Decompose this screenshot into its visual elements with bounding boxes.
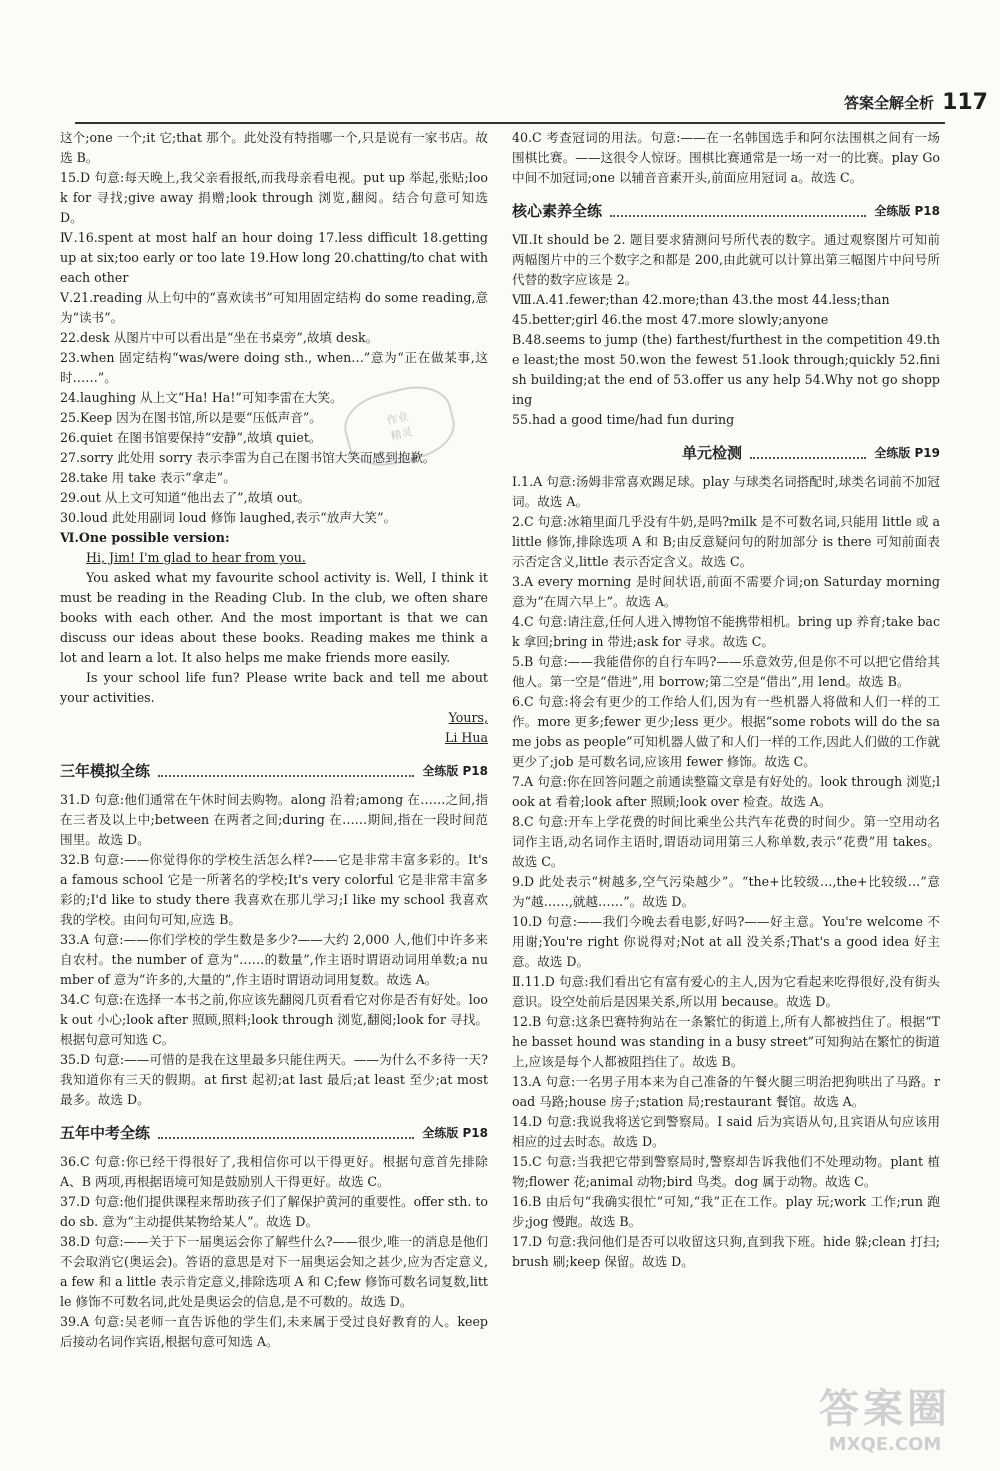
page-number: 117	[942, 89, 988, 115]
stamp-logo: 作业 精灵	[338, 378, 461, 474]
essay-signature: Li Hua	[445, 730, 488, 745]
answer-line: 32.B 句意:——你觉得你的学校生活怎么样?——它是非常丰富多彩的。It's a famous school 它是一所著名的学校;It's very colorful 它是非常丰富多彩的;I'd like to study there 我喜欢在那儿学习;I like my school 我喜欢我的学校。由问句可知,应选 B。	[60, 852, 488, 927]
answer-line: 这个;one 一个;it 它;that 那个。此处没有特指哪一个,只是说有一家书店。故选 B。	[60, 130, 488, 165]
answer-line: 34.C 句意:在选择一本书之前,你应该先翻阅几页看看它对你是否有好处。look out 小心;look after 照顾,照料;look through 浏览,翻阅;look for 寻找。根据句意可知选 C。	[60, 992, 488, 1047]
answer-line: 8.C 句意:开车上学花费的时间比乘坐公共汽车花费的时间少。第一空用动名词作主语,动名词作主语时,谓语动词用第三人称单数,表示“花费”用 takes。故选 C。	[512, 814, 940, 869]
answer-line: Ⅴ.21.reading 从上句中的“喜欢读书”可知用固定结构 do some reading,意为“读书”。	[60, 290, 488, 325]
answer-line: 10.D 句意:——我们今晚去看电影,好吗?——好主意。You're welcome 不用谢;You're right 你说得对;Not at all 没关系;That's a good idea 好主意。故选 D。	[512, 914, 940, 969]
section-heading	[60, 1120, 488, 1144]
answer-line: 38.D 句意:——关于下一届奥运会你了解些什么?——很少,唯一的消息是他们不会取消它(奥运会)。答语的意思是对下一届奥运会知之甚少,应为否定意义,a few 和 a little 表示肯定意义,排除选项 A 和 C;few 修饰可数名词复数,little 修饰不可数名词,此处是奥运会的信息,是不可数的。故选 D。	[60, 1234, 488, 1309]
answer-line: 15.C 句意:当我把它带到警察局时,警察却告诉我他们不处理动物。plant 植物;flower 花;animal 动物;bird 鸟类。dog 属于动物。故选 C。	[512, 1154, 940, 1189]
answer-line: 27.sorry 此处用 sorry 表示李雷为自己在图书馆大笑而感到抱歉。	[60, 450, 436, 465]
answer-line: 36.C 句意:你已经干得很好了,我相信你可以干得更好。根据句意首先排除 A、B 两项,再根据语境可知是鼓励别人干得更好。故选 C。	[60, 1154, 488, 1189]
essay-paragraph: Is your school life fun? Please write back and tell me about your activities.	[60, 670, 488, 705]
answer-line: 3.A every morning 是时间状语,前面不需要介词;on Saturday morning 意为“在周六早上”。故选 A。	[512, 574, 940, 609]
dotted-leader	[158, 1125, 414, 1139]
answer-line: 35.D 句意:——可惜的是我在这里最多只能住两天。——为什么不多待一天?我知道你有三天的假期。at first 起初;at last 最后;at least 至少;at most 最多。故选 D。	[60, 1052, 488, 1107]
answer-line: 12.B 句意:这条巴赛特狗站在一条繁忙的街道上,所有人都被挡住了。根据“The basset hound was standing in a busy street”可知狗站在繁忙的街道上,应该是每个人都被阻挡住了。故选 B。	[512, 1014, 941, 1069]
section-tag: 全练版 P18	[874, 203, 940, 218]
answer-line: 2.C 句意:冰箱里面几乎没有牛奶,是吗?milk 是不可数名词,只能用 little 或 a little 修饰,排除选项 A 和 B;由反意疑问句的附加部分 is there 可知前面表示否定含义,little 表示否定含义。故选 C。	[512, 514, 940, 569]
answer-line: 15.D 句意:每天晚上,我父亲看报纸,而我母亲看电视。put up 举起,张贴;look for 寻找;give away 捐赠;look through 浏览,翻阅。结合句意可知选 D。	[60, 170, 488, 225]
section-title: 三年模拟全练	[60, 761, 151, 780]
left-column	[60, 128, 488, 1352]
answer-line: 25.Keep 因为在图书馆,所以是要“压低声音”。	[60, 410, 322, 425]
answer-line: 5.B 句意:——我能借你的自行车吗?——乐意效劳,但是你不可以把它借给其他人。第一空是“借进”,用 borrow;第二空是“借出”,用 lend。故选 B。	[512, 654, 940, 689]
answer-line: Ⅳ.16.spent at most half an hour doing 17.less difficult 18.getting up at six;too early or too late 19.How long 20.chatting/to chat with each other	[60, 230, 488, 285]
answer-line: 9.D 此处表示“树越多,空气污染越少”。“the+比较级…,the+比较级…”意为“越……,就越……”。故选 D。	[512, 874, 940, 909]
answer-line: 40.C 考查冠词的用法。句意:——在一名韩国选手和阿尔法围棋之间有一场围棋比赛。——这很令人惊讶。围棋比赛通常是一场一对一的比赛。play Go 中间不加冠词;one 以辅音音素开头,前面应用冠词 a。故选 C。	[512, 130, 940, 185]
answer-line: 26.quiet 在图书馆要保持“安静”,故填 quiet。	[60, 430, 322, 445]
answer-line: Ⅷ.A.41.fewer;than 42.more;than 43.the most 44.less;than	[512, 292, 890, 307]
answer-line: 17.D 句意:我问他们是否可以收留这只狗,直到我下班。hide 躲;clean 打扫;brush 刷;keep 保留。故选 D。	[512, 1234, 940, 1269]
answer-line: Ⅰ.1.A 句意:汤姆非常喜欢踢足球。play 与球类名词搭配时,球类名词前不加冠词。故选 A。	[512, 474, 940, 509]
answer-line: 13.A 句意:一名男子用本来为自己准备的午餐火腿三明治把狗哄出了马路。road 马路;house 房子;station 局;restaurant 餐馆。故选 A。	[512, 1074, 940, 1109]
section-title: 单元检测	[682, 443, 743, 462]
header-label: 答案全解全析	[844, 93, 935, 112]
answer-line: 45.better;girl 46.the most 47.more slowly;anyone	[512, 312, 829, 327]
essay-paragraph: You asked what my favourite school activity is. Well, I think it must be reading in the Reading Club. In the club, we often share books with each other. And the most important is that we can discuss our ideas about these books. Reading makes me think a lot and learn a lot. It also helps me make friends more easily.	[60, 570, 488, 665]
section-title: 核心素养全练	[512, 201, 603, 220]
dotted-leader	[158, 763, 414, 777]
right-column	[512, 128, 940, 1272]
answer-line: 6.C 句意:将会有更少的工作给人们,因为有一些机器人将做和人们一样的工作。more 更多;fewer 更少;less 更少。根据“some robots will do the same jobs as people”可知机器人做了和人们一样的工作,因此人们做的工作就更少了;job 是可数名词,应该用 fewer 修饰。故选 C。	[512, 694, 940, 769]
section-heading	[60, 758, 488, 782]
answer-line: 22.desk 从图片中可以看出是“坐在书桌旁”,故填 desk。	[60, 330, 379, 345]
answer-line: B.48.seems to jump (the) farthest/furthest in the competition 49.the least;the most 50.won the fewest 51.look through;quickly 52.finish building;at the end of 53.offer us any help 54.Why not go shopping	[512, 332, 940, 407]
dotted-leader	[750, 445, 866, 459]
answer-line: 24.laughing 从上文“Ha! Ha!”可知李雷在大笑。	[60, 390, 343, 405]
answer-line: 39.A 句意:吴老师一直告诉他的学生们,未来属于受过良好教育的人。keep 后接动名词作宾语,根据句意可知选 A。	[60, 1314, 488, 1349]
essay-closing: Yours,	[448, 710, 488, 725]
section-heading	[682, 440, 940, 464]
answer-line: 14.D 句意:我说我将送它到警察局。I said 后为宾语从句,且宾语从句应该用相应的过去时态。故选 D。	[512, 1114, 940, 1149]
answer-line: 23.when 固定结构“was/were doing sth., when…”意为“正在做某事,这时……”。	[60, 350, 488, 385]
answer-line: 55.had a good time/had fun during	[512, 412, 735, 427]
answer-line: Ⅶ.It should be 2. 题目要求猜测问号所代表的数字。通过观察图片可知前两幅图片中的三个数字之和都是 200,由此就可以计算出第三幅图片中问号所代替的数字应该是 2。	[512, 232, 940, 287]
section-tag: 全练版 P18	[422, 763, 488, 778]
answer-line: 7.A 句意:你在回答问题之前通读整篇文章是有好处的。look through 浏览;look at 看着;look after 照顾;look over 检查。故选 A。	[512, 774, 940, 809]
answer-line: Ⅵ.One possible version:	[60, 530, 230, 545]
answer-line: Ⅱ.11.D 句意:我们看出它有富有爱心的主人,因为它看起来吃得很好,没有街头意识。设空处前后是因果关系,所以用 because。故选 D。	[512, 974, 940, 1009]
sample-essay	[60, 548, 488, 748]
section-title: 五年中考全练	[60, 1123, 151, 1142]
essay-greeting: Hi, Jim! I'm glad to hear from you.	[86, 550, 306, 565]
page-header	[808, 86, 988, 118]
answer-line: 37.D 句意:他们提供课程来帮助孩子们了解保护黄河的重要性。offer sth. to do sb. 意为“主动提供某物给某人”。故选 D。	[60, 1194, 488, 1229]
answer-line: 33.A 句意:——你们学校的学生数是多少?——大约 2,000 人,他们中许多来自农村。the number of 意为“……的数量”,作主语时谓语动词用单数;a number of 意为“许多的,大量的”,作主语时谓语动词用复数。故选 A。	[60, 932, 488, 987]
answer-line: 4.C 句意:请注意,任何人进入博物馆不能携带相机。bring up 养育;take back 拿回;bring in 带进;ask for 寻求。故选 C。	[512, 614, 940, 649]
answer-line: 29.out 从上文可知道“他出去了”,故填 out。	[60, 490, 311, 505]
header-rule	[75, 122, 945, 124]
answer-line: 31.D 句意:他们通常在午休时间去购物。along 沿着;among 在……之间,指在三者及以上中;between 在两者之间;during 在……期间,指在一段时间范围里。故选 D。	[60, 792, 488, 847]
watermark-logo: 答案圈 MXQE.COM	[819, 1386, 951, 1455]
answer-line: 16.B 由后句“我确实很忙”可知,“我”正在工作。play 玩;work 工作;run 跑步;jog 慢跑。故选 B。	[512, 1194, 940, 1229]
section-tag: 全练版 P18	[422, 1125, 488, 1140]
dotted-leader	[610, 203, 866, 217]
answer-line: 28.take 用 take 表示“拿走”。	[60, 470, 236, 485]
section-tag: 全练版 P19	[874, 445, 940, 460]
section-heading	[512, 198, 940, 222]
answer-line: 30.loud 此处用副词 loud 修饰 laughed,表示“放声大笑”。	[60, 510, 397, 525]
